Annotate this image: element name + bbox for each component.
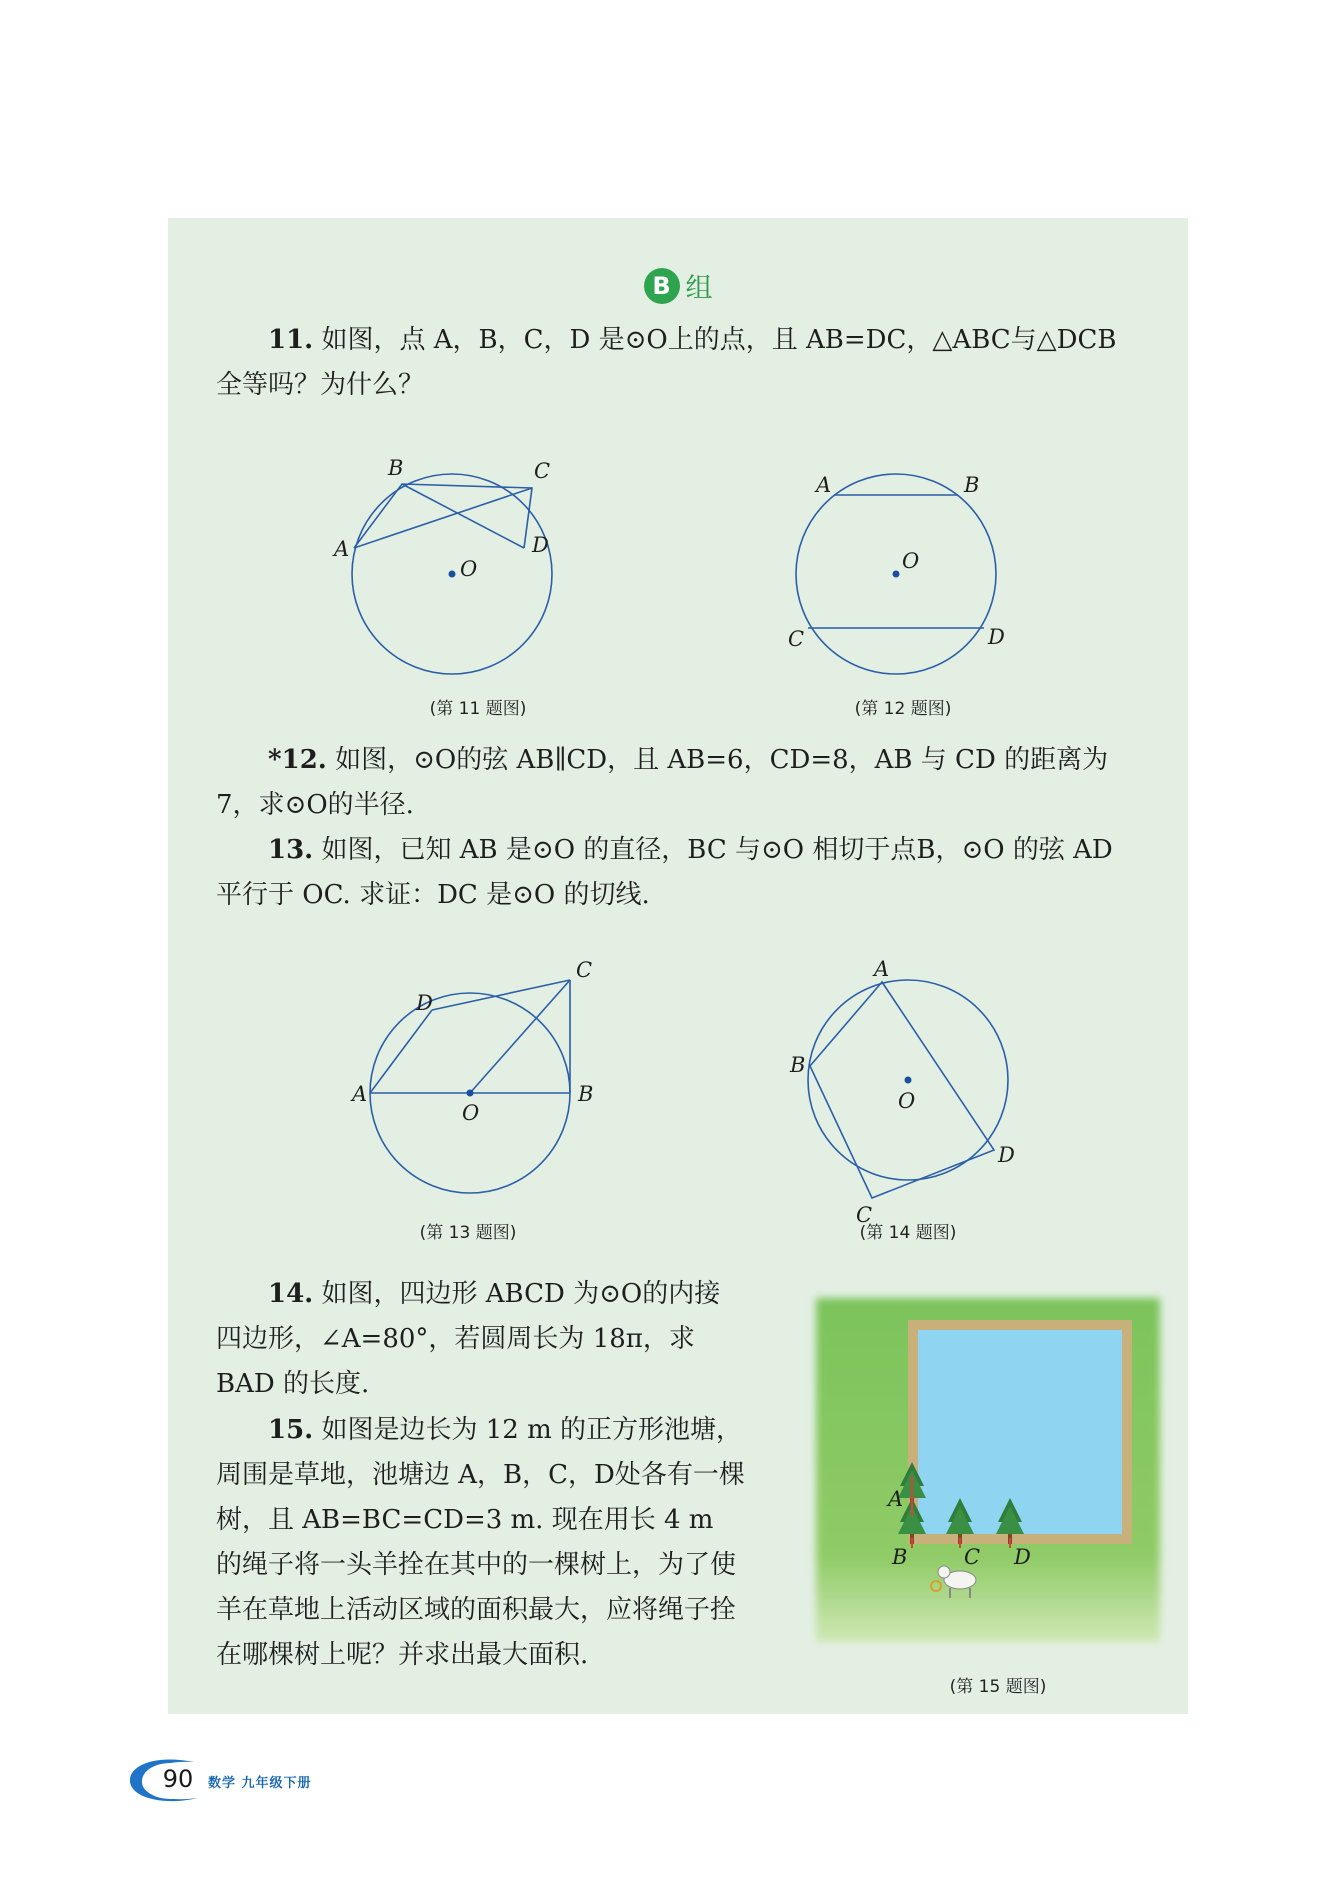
point-label-o: O [898,1089,916,1113]
group-badge: B [644,268,680,304]
point-label-c: C [576,958,593,982]
problem-11 [216,318,1136,408]
page-footer [124,1756,524,1806]
problem-number: 13. [268,835,314,865]
figure-13 [338,938,598,1228]
figure-15-caption: (第 15 题图) [949,1677,1047,1697]
point-label-a: A [352,1082,368,1106]
point-label-o: O [902,549,920,573]
point-label-c: C [534,459,551,483]
problem-text: 如图，四边形 ABCD 为⊙O的内接四边形，∠A=80°，若圆周长为 18π，求 BAD 的长度. [216,1279,721,1399]
figure-12 [788,468,1028,688]
point-label-d: D [532,533,549,557]
point-label-o: O [462,1101,480,1125]
point-label-b: B [790,1053,806,1077]
tree-label-b: B [892,1545,908,1569]
point-label-a: A [334,537,350,561]
point-label-a: A [816,473,832,497]
problem-13 [216,828,1136,918]
problem-text: 如图，点 A，B，C，D 是⊙O上的点，且 AB=DC，△ABC与△DCB全等吗？为什么？ [216,325,1117,400]
group-heading [168,266,1188,305]
figure-11-caption: (第 11 题图) [429,699,527,719]
tree-label-d: D [1014,1545,1031,1569]
tree-label-a: A [888,1487,904,1511]
figure-14 [788,957,1028,1227]
point-label-d: D [416,991,433,1015]
page-number: 90 [162,1765,194,1793]
problem-number: 14. [268,1279,314,1309]
problem-text: 如图，已知 AB 是⊙O 的直径，BC 与⊙O 相切于点B，⊙O 的弦 AD 平行于 OC. 求证：DC 是⊙O 的切线. [216,835,1113,910]
problem-14 [216,1272,746,1407]
point-label-b: B [578,1082,594,1106]
point-label-b: B [388,456,404,480]
problem-number: *12. [268,745,327,775]
point-label-d: D [998,1143,1015,1167]
point-label-c: C [788,627,805,651]
figure-15 [808,1290,1168,1650]
point-label-c: C [856,1203,873,1227]
pond-water [918,1330,1122,1534]
point-label-b: B [964,473,980,497]
figure-11 [334,456,588,678]
figure-13-caption: (第 13 题图) [419,1223,517,1243]
group-name: 组 [685,273,713,304]
exercise-panel [168,218,1188,1714]
figure-14-caption: (第 14 题图) [859,1223,957,1243]
problem-number: 11. [268,325,314,355]
figure-12-caption: (第 12 题图) [854,699,952,719]
problem-15 [216,1408,746,1678]
problem-text: 如图是边长为 12 m 的正方形池塘，周围是草地，池塘边 A，B，C，D处各有一棵树，且 AB=BC=CD=3 m. 现在用长 4 m 的绳子将一头羊拴在其中的一棵树上，为了使羊在草地上活动区域的面积最大，应将绳子拴在哪棵树上呢？并求出最大面积. [216,1415,745,1670]
book-title: 数学 九年级下册 [208,1776,312,1791]
point-label-a: A [874,957,890,981]
point-label-o: O [460,557,478,581]
problem-text: 如图，⊙O的弦 AB∥CD，且 AB=6，CD=8，AB 与 CD 的距离为 7，求⊙O的半径. [216,745,1109,820]
tree-label-c: C [964,1545,981,1569]
problem-number: 15. [268,1415,314,1445]
point-label-d: D [988,625,1005,649]
problem-12 [216,738,1136,828]
